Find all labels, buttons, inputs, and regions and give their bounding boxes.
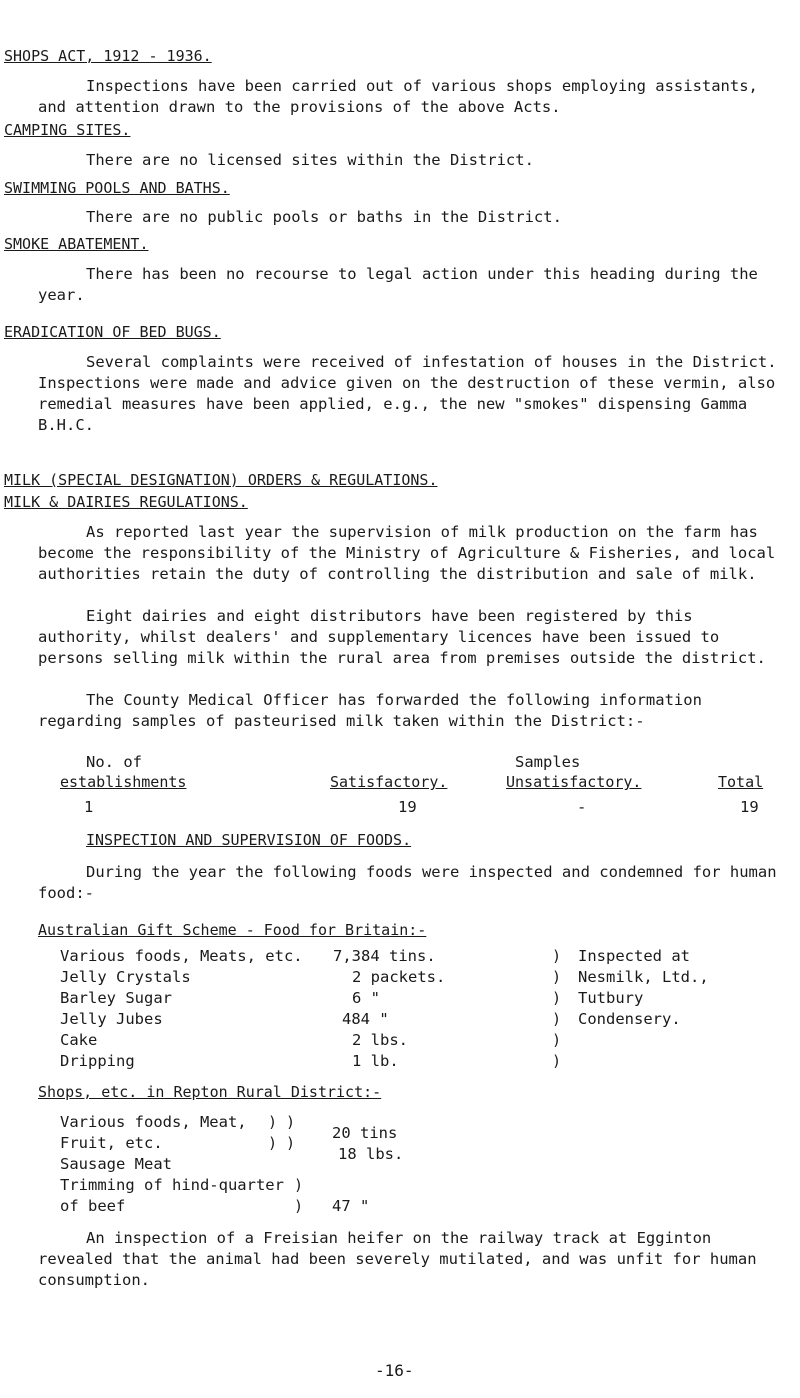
- gift-item-name: Dripping: [60, 1052, 135, 1070]
- shops-item-name: Trimming of hind-quarter: [60, 1176, 284, 1194]
- table-header-unsatisfactory: Unsatisfactory.: [506, 773, 642, 791]
- shops-item-qty: 20 tins: [332, 1124, 398, 1142]
- table-header-samples: Samples: [515, 753, 581, 771]
- gift-item-name: Various foods, Meats, etc.: [60, 947, 303, 965]
- milk-para-1: As reported last year the supervision of milk production on the farm has become the responsibility of the Ministry of Agriculture & Fisheries, and local authorities retain the duty of controlling the distribution and sale of milk.: [38, 523, 776, 583]
- shops-item-name: of beef: [60, 1197, 126, 1215]
- shops-item-qty: 47 ": [332, 1197, 370, 1215]
- gift-item-qty: 2 packets.: [352, 968, 446, 986]
- document-page: SHOPS ACT, 1912 - 1936. Inspections have been carried out of various shops employing assistants, and attention drawn to the provisions of the above Acts. CAMPING SITES. There are no licensed sites within the District. SWIMMING POOLS AND BATHS. There are no public pools or baths in the District. SMOKE ABATEMENT. There has been no recourse to legal action under this heading during the year. ERADICATION OF BED BUGS. Several complaints were received of infestation of houses in the District. Inspections were made and advice given on the destruction of these vermin, also remedial measures have been applied, e.g., the new "smokes" dispensing Gamma B.H.C. MILK (SPECIAL DESIGNATION) ORDERS & REGULATIONS. MILK & DAIRIES REGULATIONS. As reported last year the supervision of milk production on the farm has become the responsibility of the Ministry of Agriculture & Fisheries, and local authorities retain the duty of controlling the distribution and sale of milk. Eight dairies and eight distributors have been registered by this authority, whilst dealers' and supplementary licences have been issued to persons selling milk within the rural area from premises outside the district. The County Medical Officer has forwarded the following information regarding samples of pasteurised milk taken within the District:- No. of establishments Samples Satisfactory. Unsatisfactory. Total 1 19 - 19 INSPECTION AND SUPERVISION OF FOODS. During the year the following foods were inspected and condemned for human food:- Australian Gift Scheme - Food for Britain:- Various foods, Meats, etc. 7,384 tins. Jelly Crystals 2 packets. Barley Sugar 6 " Jelly Jubes 484 " Cake 2 lbs. Dripping 1 lb. ) ) ) ) ) ) Inspected at Nesmilk, Ltd., Tutbury Condensery. Shops, etc. in Repton Rural District:- Various foods, Meat, Fruit, etc. ) ) ) ) 20 tins Sausage Meat 18 lbs. Trimming of hind-quarter of beef ) ) 47 " An inspection of a Freisian heifer on the railway track at Egginton revealed that the animal had been severely mutilated, and was unfit for human consumption. -16-: [0, 0, 800, 1398]
- gift-item-name: Jelly Crystals: [60, 968, 191, 986]
- gift-item-qty: 1 lb.: [352, 1052, 399, 1070]
- shops-act-text: Inspections have been carried out of various shops employing assistants, and attention drawn to the provisions of the above Acts.: [38, 77, 758, 116]
- table-header-establishments-2: establishments: [60, 773, 187, 791]
- bedbugs-text: Several complaints were received of infestation of houses in the District. Inspections were made and advice given on the destruction of these vermin, also remedial measures have been applied, e.g., the new "smokes" dispensing Gamma B.H.C.: [38, 353, 777, 434]
- table-cell-unsatisfactory: -: [577, 798, 587, 816]
- bedbugs-heading: ERADICATION OF BED BUGS.: [4, 323, 221, 341]
- table-header-establishments-1: No. of: [86, 753, 142, 771]
- shops-item-name: Sausage Meat: [60, 1155, 172, 1173]
- food-heading: INSPECTION AND SUPERVISION OF FOODS.: [86, 831, 412, 849]
- table-header-total: Total: [718, 773, 764, 791]
- gift-item-qty: 484 ": [342, 1010, 389, 1028]
- gift-item-qty: 6 ": [352, 989, 380, 1007]
- swimming-heading: SWIMMING POOLS AND BATHS.: [4, 179, 230, 197]
- gift-heading: Australian Gift Scheme - Food for Britain:-: [38, 921, 427, 939]
- shops-act-heading: SHOPS ACT, 1912 - 1936.: [4, 47, 212, 65]
- swimming-text: There are no public pools or baths in the District.: [86, 208, 562, 226]
- shops-item-name: Various foods, Meat,: [60, 1113, 247, 1131]
- heifer-text: An inspection of a Freisian heifer on the railway track at Egginton revealed that the animal had been severely mutilated, and was unfit for human consumption.: [38, 1229, 757, 1289]
- camping-text: There are no licensed sites within the District.: [86, 151, 534, 169]
- milk-para-3: The County Medical Officer has forwarded the following information regarding samples of pasteurised milk taken within the District:-: [38, 691, 702, 730]
- milk-heading-1: MILK (SPECIAL DESIGNATION) ORDERS & REGULATIONS.: [4, 471, 438, 489]
- milk-heading-2: MILK & DAIRIES REGULATIONS.: [4, 493, 248, 511]
- milk-para-2: Eight dairies and eight distributors have been registered by this authority, whilst dealers' and supplementary licences have been issued to persons selling milk within the rural area from premises outside the district.: [38, 607, 766, 667]
- gift-item-qty: 7,384 tins.: [333, 947, 436, 965]
- table-cell-total: 19: [740, 798, 759, 816]
- gift-item-name: Barley Sugar: [60, 989, 172, 1007]
- shops-item-qty: 18 lbs.: [338, 1145, 404, 1163]
- table-header-satisfactory: Satisfactory.: [330, 773, 448, 791]
- table-cell-establishments: 1: [84, 798, 94, 816]
- shops-item-name: Fruit, etc.: [60, 1134, 163, 1152]
- shops-food-heading: Shops, etc. in Repton Rural District:-: [38, 1083, 382, 1101]
- gift-item-name: Jelly Jubes: [60, 1010, 163, 1028]
- gift-item-name: Cake: [60, 1031, 98, 1049]
- table-cell-satisfactory: 19: [398, 798, 417, 816]
- camping-heading: CAMPING SITES.: [4, 121, 131, 139]
- smoke-heading: SMOKE ABATEMENT.: [4, 235, 149, 253]
- food-intro: During the year the following foods were inspected and condemned for human food:-: [38, 863, 777, 902]
- smoke-text: There has been no recourse to legal action under this heading during the year.: [38, 265, 758, 304]
- page-number: -16-: [375, 1361, 414, 1380]
- gift-item-qty: 2 lbs.: [352, 1031, 408, 1049]
